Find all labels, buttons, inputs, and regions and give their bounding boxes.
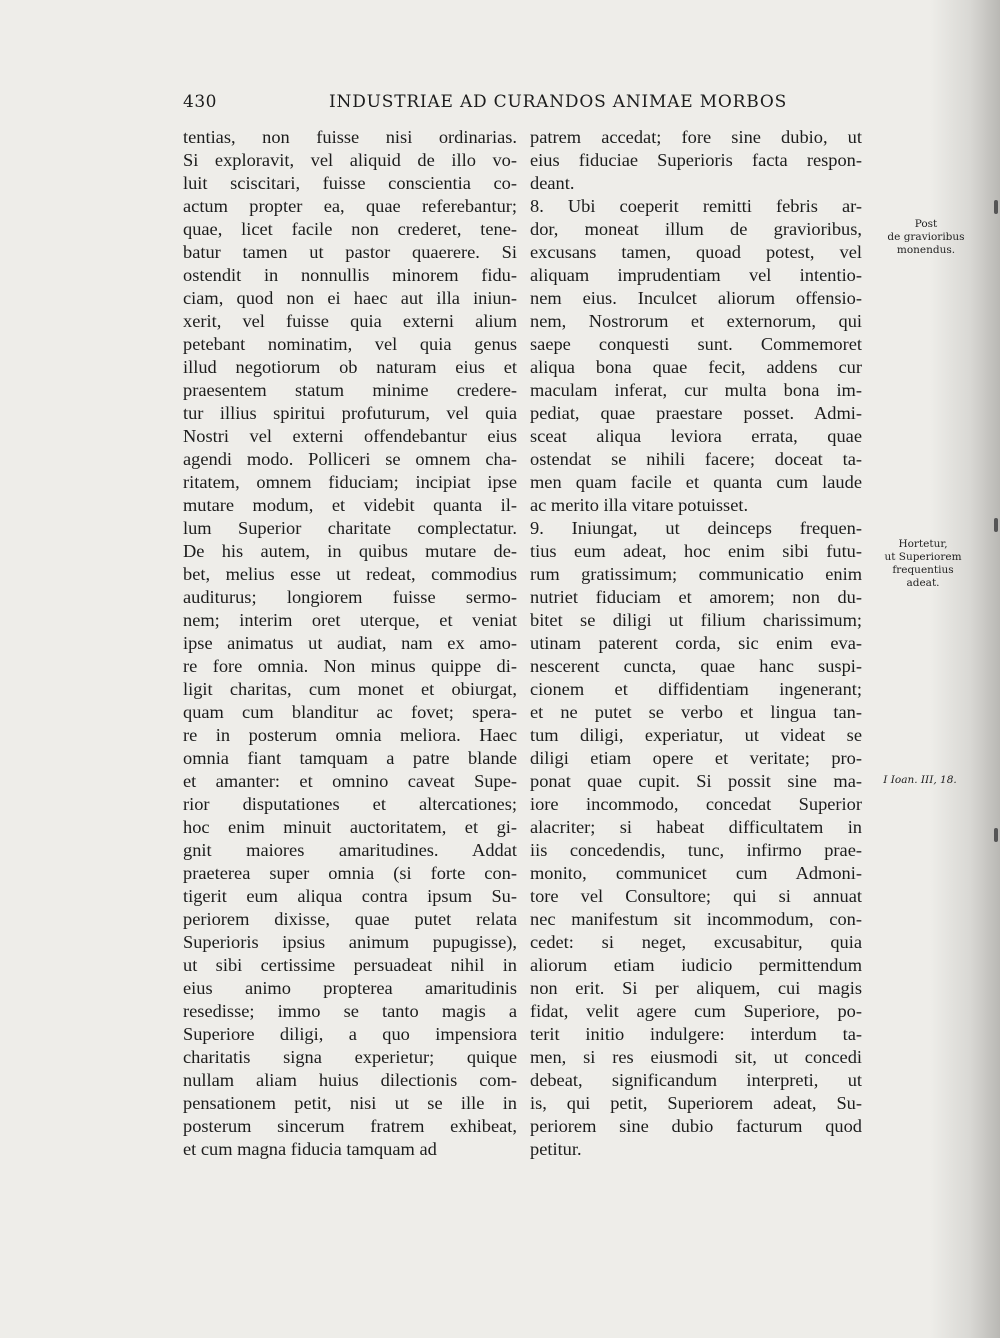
text-line: illud negotiorum ob naturam eius et — [183, 357, 517, 377]
page-edge-mark — [994, 518, 998, 532]
text-line: nem; interim oret uterque, et veniat — [183, 610, 517, 630]
text-line: periorem sine dubio facturum quod — [530, 1116, 862, 1136]
text-line: monito, communicet cum Admoni- — [530, 863, 862, 883]
left-text-column — [183, 126, 517, 1161]
text-line: men, si res eiusmodi sit, ut concedi — [530, 1047, 862, 1067]
text-line: eius fiduciae Superioris facta respon- — [530, 150, 862, 170]
text-line: cionem et diffidentiam ingenerant; — [530, 679, 862, 699]
text-line: iore incommodo, concedat Superior — [530, 794, 862, 814]
margin-note-scripture-reference — [870, 774, 970, 787]
margin-note-line: Hortetur, — [898, 538, 948, 550]
text-line: batur tamen ut pastor quaerere. Si — [183, 242, 517, 262]
margin-note-line: I Ioan. III, 18. — [883, 774, 957, 786]
text-line: fidat, velit agere cum Superiore, po- — [530, 1001, 862, 1021]
text-line: xerit, vel fuisse quia externi alium — [183, 311, 517, 331]
text-line: patrem accedat; fore sine dubio, ut — [530, 127, 862, 147]
text-line: resedisse; immo se tanto magis a — [183, 1001, 517, 1021]
text-line: praeterea super omnia (si forte con- — [183, 863, 517, 883]
text-line: aliqua bona quae fecit, addens cur — [530, 357, 862, 377]
text-line: tum diligi, experiatur, ut videat se — [530, 725, 862, 745]
text-line: rior disputationes et altercationes; — [183, 794, 517, 814]
text-line: utinam paterent corda, sic enim eva- — [530, 633, 862, 653]
text-line: omnia fiant tamquam a patre blande — [183, 748, 517, 768]
text-line: periorem dixisse, quae putet relata — [183, 909, 517, 929]
text-line: hoc enim minuit auctoritatem, et gi- — [183, 817, 517, 837]
text-line: saepe conquesti sunt. Commemoret — [530, 334, 862, 354]
text-line: ut sibi certissime persuadeat nihil in — [183, 955, 517, 975]
page-number: 430 — [183, 92, 217, 112]
text-line: mutare modum, et videbit quanta il- — [183, 495, 517, 515]
margin-note-line: frequentius — [892, 564, 954, 576]
text-line: pediat, quae praestare posset. Admi- — [530, 403, 862, 423]
text-line: rum gratissimum; communicatio enim — [530, 564, 862, 584]
right-text-column — [530, 126, 862, 1161]
text-line: tur illius spiritui profuturum, vel quia — [183, 403, 517, 423]
text-line: sceat aliqua leviora errata, quae — [530, 426, 862, 446]
text-line: ponat quae cupit. Si possit sine ma- — [530, 771, 862, 791]
text-line: ipse animatus ut audiat, nam ex amo- — [183, 633, 517, 653]
text-line: nec manifestum sit incommodum, con- — [530, 909, 862, 929]
text-line: charitatis signa experietur; quique — [183, 1047, 517, 1067]
text-line: pensationem petit, nisi ut se ille in — [183, 1093, 517, 1113]
page-edge-mark — [994, 200, 998, 214]
text-line: tigerit eum aliqua contra ipsum Su- — [183, 886, 517, 906]
text-line: Superioris ipsius animum pupugisse), — [183, 932, 517, 952]
text-line: non erit. Si per aliquem, cui magis — [530, 978, 862, 998]
text-line: ritatem, omnem fiduciam; incipiat ipse — [183, 472, 517, 492]
text-line: De his autem, in quibus mutare de- — [183, 541, 517, 561]
text-line: lum Superior charitate complectatur. — [183, 518, 517, 538]
text-line: quam cum blanditur ac fovet; spera- — [183, 702, 517, 722]
page-edge-mark — [994, 828, 998, 842]
text-line: posterum sincerum fratrem exhibeat, — [183, 1116, 517, 1136]
text-line: Si exploravit, vel aliquid de illo vo- — [183, 150, 517, 170]
text-line: debeat, significandum interpreti, ut — [530, 1070, 862, 1090]
text-line: men quam facile et quanta cum laude — [530, 472, 862, 492]
text-line: nullam aliam huius dilectionis com- — [183, 1070, 517, 1090]
text-line: aliquam imprudentiam vel intentio- — [530, 265, 862, 285]
page-header — [183, 92, 883, 118]
margin-note-line: Post — [914, 218, 938, 230]
text-line: et cum magna fiducia tamquam ad — [183, 1139, 437, 1159]
text-line: et amanter: et omnino caveat Supe- — [183, 771, 517, 791]
text-line: quae, licet facile non crederet, tene- — [183, 219, 517, 239]
text-line: Nostri vel externi offendebantur eius — [183, 426, 517, 446]
text-line: Superiore diligi, a quo impensiora — [183, 1024, 517, 1044]
text-line: nutriet fiduciam et amorem; non du- — [530, 587, 862, 607]
text-line: 8. Ubi coeperit remitti febris ar- — [530, 196, 862, 216]
text-line: bet, melius esse ut redeat, commodius — [183, 564, 517, 584]
text-line: diligi etiam opere et veritate; pro- — [530, 748, 862, 768]
text-line: dor, moneat illum de gravioribus, — [530, 219, 862, 239]
text-line: nem eius. Inculcet aliorum offensio- — [530, 288, 862, 308]
text-line: alacriter; si habeat difficultatem in — [530, 817, 862, 837]
text-line: 9. Iniungat, ut deinceps frequen- — [530, 518, 862, 538]
text-line: agendi modo. Polliceri se omnem cha- — [183, 449, 517, 469]
text-line: ostendat se nihili facere; doceat ta- — [530, 449, 862, 469]
text-line: nescerent cuncta, quae hanc suspi- — [530, 656, 862, 676]
text-line: re fore omnia. Non minus quippe di- — [183, 656, 517, 676]
text-line: ac merito illa vitare potuisset. — [530, 495, 749, 515]
text-line: aliorum etiam iudicio permittendum — [530, 955, 862, 975]
text-line: petebant nominatim, vel quia genus — [183, 334, 517, 354]
text-line: actum propter ea, quae referebantur; — [183, 196, 517, 216]
text-line: et ne putet se verbo et lingua tan- — [530, 702, 862, 722]
margin-note-line: monendus. — [896, 244, 956, 256]
text-line: petitur. — [530, 1139, 582, 1159]
margin-note-line: de gravioribus — [887, 231, 965, 243]
text-line: ligit charitas, cum monet et obiurgat, — [183, 679, 517, 699]
running-title: INDUSTRIAE AD CURANDOS ANIMAE MORBOS — [329, 92, 788, 112]
text-line: ciam, quod non ei haec aut illa iniun- — [183, 288, 517, 308]
text-line: tentias, non fuisse nisi ordinarias. — [183, 127, 517, 147]
text-line: tius eum adeat, hoc enim sibi futu- — [530, 541, 862, 561]
text-line: auditurus; longiorem fuisse sermo- — [183, 587, 517, 607]
text-line: ostendit in nonnullis minorem fidu- — [183, 265, 517, 285]
text-line: iis concedendis, tunc, infirmo prae- — [530, 840, 862, 860]
text-line: maculam inferat, cur multa bona im- — [530, 380, 862, 400]
margin-note-post-de-gravioribus — [876, 218, 976, 257]
text-line: deant. — [530, 173, 575, 193]
text-line: is, qui petit, Superiorem adeat, Su- — [530, 1093, 862, 1113]
text-line: cedet: si neget, excusabitur, quia — [530, 932, 862, 952]
text-line: excusans tamen, quoad potest, vel — [530, 242, 862, 262]
text-line: eius animo propterea amaritudinis — [183, 978, 517, 998]
text-line: tore vel Consultore; qui si annuat — [530, 886, 862, 906]
margin-note-line: adeat. — [906, 577, 940, 589]
text-line: gnit maiores amaritudines. Addat — [183, 840, 517, 860]
text-line: praesentem statum minime credere- — [183, 380, 517, 400]
margin-note-line: ut Superiorem — [884, 551, 962, 563]
text-line: re in posterum omnia meliora. Haec — [183, 725, 517, 745]
text-line: nem, Nostrorum et externorum, qui — [530, 311, 862, 331]
margin-note-hortetur — [868, 538, 978, 590]
text-line: bitet se diligi ut filium charissimum; — [530, 610, 862, 630]
text-line: terit initio indulgere: interdum ta- — [530, 1024, 862, 1044]
text-line: luit sciscitari, fuisse conscientia co- — [183, 173, 517, 193]
